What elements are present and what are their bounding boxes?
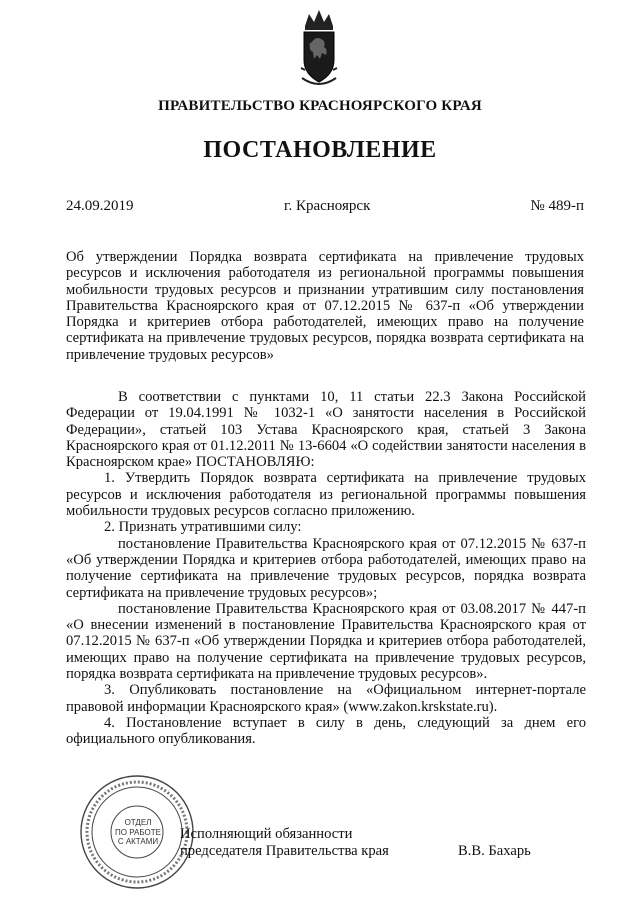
item-3-paragraph: 3. Опубликовать постановление на «Официальном интернет-портале правовой информации Красноярского края» (www.zakon.krskstate.ru). xyxy=(66,682,586,715)
stamp-line-3: С АКТАМИ xyxy=(117,837,159,846)
document-number: № 489-п xyxy=(530,198,584,214)
document-type-title: ПОСТАНОВЛЕНИЕ xyxy=(203,137,437,163)
item-2b-paragraph: постановление Правительства Красноярского края от 03.08.2017 № 447-п «О внесении изменений в постановление Правительства Красноярского края от 07.12.2015 № 637-п «Об утверждении Порядка и критериев отбора работодателей, имеющих право на получение сертификата на привлечение трудовых ресурсов, порядка возврата сертификата на привлечение трудовых ресурсов». xyxy=(66,600,586,683)
stamp-line-1: ОТДЕЛ xyxy=(124,818,152,827)
stamp-line-2: ПО РАБОТЕ xyxy=(115,827,161,837)
signatory-position-line-1: Исполняющий обязанности xyxy=(180,826,353,842)
signatory-name: В.В. Бахарь xyxy=(458,843,531,859)
item-4-paragraph: 4. Постановление вступает в силу в день, следующий за днем его официального опубликования. xyxy=(66,714,586,748)
signatory-position xyxy=(180,826,389,860)
stamp-text xyxy=(114,818,162,847)
preamble-paragraph: В соответствии с пунктами 10, 11 статьи 22.3 Закона Российской Федерации от 19.04.1991 № 1032-1 «О занятости населения в Российской Федерации», статьей 103 Устава Красноярского края, статьей 3 Закона Красноярского края от 01.12.2011 № 13-6604 «О содействии занятости населения в Красноярском крае» ПОСТАНОВЛЯЮ: xyxy=(66,389,586,471)
document-body xyxy=(66,389,586,748)
signatory-position-line-2: председателя Правительства края xyxy=(180,843,389,859)
organization-name: ПРАВИТЕЛЬСТВО КРАСНОЯРСКОГО КРАЯ xyxy=(158,98,482,114)
krasnoyarsk-coat-of-arms-icon xyxy=(297,8,341,88)
document-subject: Об утверждении Порядка возврата сертификата на привлечение трудовых ресурсов и исключения работодателя из региональной программы повышения мобильности трудовых ресурсов и признании утратившим силу постановления Правительства Красноярского края от 07.12.2015 № 637-п «Об утверждении Порядка и критериев отбора работодателей, имеющих право на получение сертификата на привлечение трудовых ресурсов, порядка возврата сертификата на привлечение трудовых ресурсов» xyxy=(66,249,584,363)
document-date: 24.09.2019 xyxy=(66,198,134,214)
document-place: г. Красноярск xyxy=(284,198,371,214)
item-2-paragraph: 2. Признать утратившими силу: xyxy=(104,519,302,536)
item-1-paragraph: 1. Утвердить Порядок возврата сертификата на привлечение трудовых ресурсов и исключения работодателя из региональной программы повышения мобильности трудовых ресурсов согласно приложению. xyxy=(66,470,586,520)
item-2a-paragraph: постановление Правительства Красноярского края от 07.12.2015 № 637-п «Об утверждении Порядка и критериев отбора работодателей, имеющих право на получение сертификата на привлечение трудовых ресурсов, порядка возврата сертификата на привлечение трудовых ресурсов»; xyxy=(66,535,586,601)
